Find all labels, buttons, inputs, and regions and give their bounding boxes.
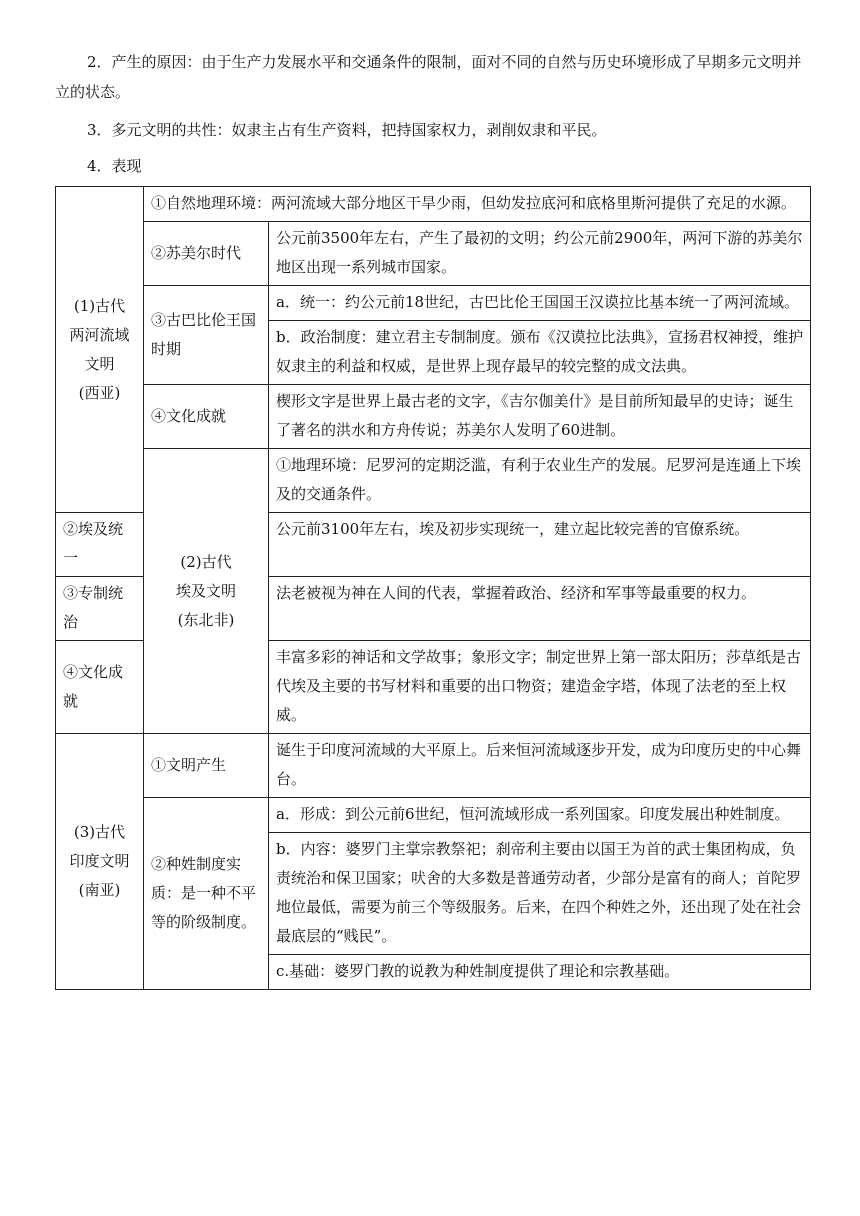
table-row [56, 187, 811, 222]
civ-name-line: (东北非) [177, 610, 235, 629]
sumer-text: 公元前3500年左右，产生了最初的文明；约公元前2900年，两河下游的苏美尔地区出现一系列城市国家。 [269, 222, 811, 286]
civ-name-line: (1)古代 [73, 296, 126, 315]
paragraph-causes: 2．产生的原因：由于生产力发展水平和交通条件的限制，面对不同的自然与历史环境形成了早期多元文明并立的状态。 [55, 53, 802, 101]
civ-name-line: 两河流域 [69, 325, 130, 344]
babylon-label: ③古巴比伦王国时期 [144, 286, 269, 385]
paragraph-commonality: 3．多元文明的共性：奴隶主占有生产资料，把持国家权力，剥削奴隶和平民。 [87, 121, 607, 139]
india-origin-label: ①文明产生 [144, 734, 269, 798]
babylon-unification: a．统一：约公元前18世纪，古巴比伦王国国王汉谟拉比基本统一了两河流域。 [269, 286, 811, 321]
civ-name-mesopotamia [56, 187, 144, 513]
civ-name-line: (2)古代 [180, 552, 232, 571]
mesopotamia-culture-label: ④文化成就 [144, 385, 269, 449]
paragraph-manifestation-heading: 4．表现 [87, 157, 142, 175]
egypt-culture-label: ④文化成就 [56, 641, 144, 734]
egypt-geo: ①地理环境：尼罗河的定期泛滥，有利于农业生产的发展。尼罗河是连通上下埃及的交通条件。 [269, 449, 811, 513]
india-origin-text: 诞生于印度河流域的大平原上。后来恒河流域逐步开发，成为印度历史的中心舞台。 [269, 734, 811, 798]
egypt-unify-label: ②埃及统一 [56, 513, 144, 577]
table-row [56, 734, 811, 798]
caste-formation: a．形成：到公元前6世纪，恒河流域形成一系列国家。印度发展出种姓制度。 [269, 798, 811, 833]
civ-name-line: (南亚) [78, 881, 121, 899]
table-row [56, 222, 811, 286]
egypt-autocracy-label: ③专制统治 [56, 577, 144, 641]
civ-name-egypt [144, 449, 269, 734]
caste-content: b．内容：婆罗门主掌宗教祭祀；刹帝利主要由以国王为首的武士集团构成，负责统治和保卫国家；吠舍的大多数是普通劳动者，少部分是富有的商人；首陀罗地位最低，需要为前三个等级服务。后来，在四个种姓之外，还出现了处在社会最底层的“贱民”。 [269, 833, 811, 955]
table-row [56, 449, 811, 513]
table-row [56, 385, 811, 449]
table-row [56, 286, 811, 321]
civ-name-line: 文明 [84, 354, 115, 373]
caste-basis: c.基础：婆罗门教的说教为种姓制度提供了理论和宗教基础。 [269, 955, 811, 990]
civ-name-line: (3)古代 [73, 823, 126, 841]
mesopotamia-geo: ①自然地理环境：两河流域大部分地区干旱少雨，但幼发拉底河和底格里斯河提供了充足的水源。 [144, 187, 811, 222]
caste-label: ②种姓制度实质：是一种不平等的阶级制度。 [144, 798, 269, 990]
babylon-politics: b．政治制度：建立君主专制制度。颁布《汉谟拉比法典》，宣扬君权神授，维护奴隶主的利益和权威，是世界上现存最早的较完整的成文法典。 [269, 321, 811, 385]
civ-name-line: 印度文明 [69, 852, 130, 870]
sumer-label: ②苏美尔时代 [144, 222, 269, 286]
civ-name-india [56, 734, 144, 990]
civilizations-table [55, 186, 811, 990]
egypt-culture-text: 丰富多彩的神话和文学故事；象形文字；制定世界上第一部太阳历；莎草纸是古代埃及主要的书写材料和重要的出口物资；建造金字塔，体现了法老的至上权威。 [269, 641, 811, 734]
civ-name-line: 埃及文明 [175, 581, 236, 600]
table-row [56, 798, 811, 833]
mesopotamia-culture-text: 楔形文字是世界上最古老的文字，《吉尔伽美什》是目前所知最早的史诗；诞生了著名的洪水和方舟传说；苏美尔人发明了60进制。 [269, 385, 811, 449]
civ-name-line: (西亚) [78, 383, 121, 402]
egypt-unify-text: 公元前3100年左右，埃及初步实现统一，建立起比较完善的官僚系统。 [269, 513, 811, 577]
egypt-autocracy-text: 法老被视为神在人间的代表，掌握着政治、经济和军事等最重要的权力。 [269, 577, 811, 641]
